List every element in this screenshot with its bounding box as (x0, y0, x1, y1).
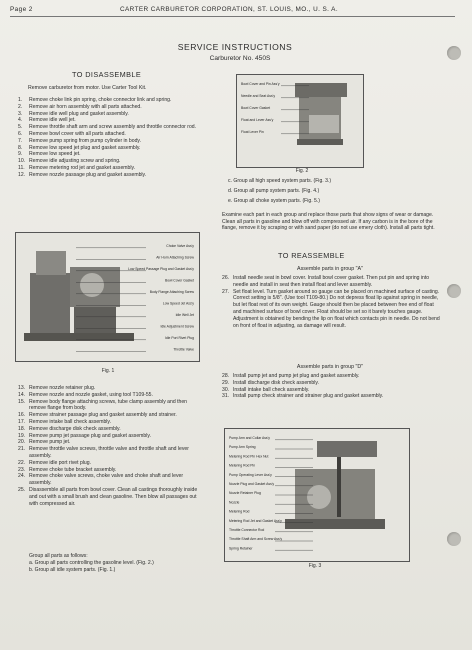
figure-3-caption: Fig. 3 (308, 563, 322, 569)
step-item (18, 138, 200, 145)
step-item (18, 419, 200, 426)
step-text: Remove choke link pin spring, choke connector link and spring. (29, 97, 172, 103)
header-rule (10, 16, 455, 17)
group-a: a. Group all parts controlling the gasoline level. (Fig. 2.) (29, 560, 154, 566)
step-item (222, 373, 440, 380)
figure-label: Throttle Shaft Arm and Screw Ass'y (229, 537, 283, 542)
figure-2 (236, 74, 364, 168)
step-number: 30. (222, 386, 230, 393)
step-text: Remove intake ball check assembly. (29, 418, 112, 425)
step-text: Remove strainer passage plug and gasket assembly and strainer. (29, 412, 177, 419)
step-number: 11. (18, 164, 25, 171)
punch-hole-2 (447, 284, 461, 298)
step-number: 9. (18, 151, 23, 158)
figure-label: Idle Port Rivet Plug (164, 336, 194, 340)
punch-hole-1 (447, 46, 461, 60)
step-number: 31. (222, 393, 230, 400)
disassemble-intro: Remove carburetor from motor. Use Carter Tool Kit. (28, 85, 147, 91)
page-subtitle: Carburetor No. 450S (209, 55, 271, 62)
figure-label: Idle Adjustment Screw (160, 324, 194, 329)
figure-label: Metering Rod Pin (229, 463, 256, 468)
figure-label: Idle Well Jet (175, 313, 194, 317)
step-text: Remove nozzle retainer plug. (29, 385, 96, 391)
group-intro: Group all parts as follows: (29, 553, 88, 559)
disassemble-steps-2 (18, 385, 200, 507)
figure-label: Body Flange Attaching Screw (149, 290, 194, 294)
figure-label: Needle and Seat Ass'y (241, 94, 276, 98)
step-item (18, 385, 200, 392)
step-item (18, 124, 200, 131)
step-number: 19. (18, 432, 26, 439)
step-item (18, 172, 200, 179)
step-number: 27. (222, 288, 230, 295)
group-e: e. Group all choke system parts. (Fig. 5.) (228, 198, 321, 204)
step-text: Remove idle well plug and gasket assembly. (29, 110, 129, 117)
figure-label: Air Horn Attaching Screw (156, 255, 194, 260)
step-number: 18. (18, 425, 26, 432)
step-number: 16. (18, 412, 26, 419)
step-number: 8. (18, 144, 23, 151)
step-item (18, 433, 200, 440)
examine-paragraph: Examine each part in each group and replace those parts that show signs of wear or damage. Clean all parts in gasoline and blow off with compressed air. If any carbon is in the bore of the flange, remove it by scraping or with sand paper (do not use emery cloth). Install all parts tight. (222, 212, 435, 232)
step-item (222, 289, 440, 330)
figure-1-caption: Fig. 1 (101, 368, 115, 374)
step-number: 21. (18, 446, 26, 453)
step-number: 7. (18, 137, 23, 144)
step-item (18, 158, 200, 165)
figure-label: Pump Arm and Collar Ass'y (229, 436, 270, 440)
step-number: 29. (222, 379, 230, 386)
step-number: 3. (18, 110, 23, 117)
step-text: Remove nozzle passage plug and gasket assembly. (29, 171, 147, 178)
step-number: 26. (222, 275, 230, 281)
reassemble-heading: TO REASSEMBLE (278, 251, 345, 260)
figure-label: Metering Rod Jet and Gasket Ass'y (229, 518, 282, 523)
step-number: 25. (18, 486, 26, 493)
step-item (18, 412, 200, 419)
step-text: Install pump check strainer and strainer plug and gasket assembly. (233, 393, 384, 400)
step-text: Remove choke tube bracket assembly. (29, 466, 117, 473)
step-number: 13. (18, 385, 26, 391)
step-item (18, 104, 200, 111)
step-item (18, 439, 200, 446)
step-item (18, 392, 200, 399)
figure-label: Nozzle Retainer Plug (229, 491, 261, 496)
step-text: Remove throttle shaft arm and screw assembly and throttle connector rod. (29, 124, 197, 131)
step-text: Install needle seat in bowl cover. Install bowl cover gasket. Then put pin and spring into needle and install in seat then install float and lever assembly. (233, 275, 430, 288)
figure-label: Bowl Cover and Pin Ass'y (241, 82, 280, 86)
step-item (18, 117, 200, 124)
step-text: Remove throttle valve screws, throttle valve and throttle shaft and lever assembly. (29, 446, 189, 459)
figure-label: Bowl Cover Gasket (241, 106, 271, 110)
step-item (18, 426, 200, 433)
step-text: Install intake ball check assembly. (233, 386, 310, 393)
step-item (222, 275, 440, 289)
figure-label: Float and Lever Ass'y (241, 118, 274, 122)
step-text: Remove idle well jet. (29, 117, 76, 124)
figure-label: Throttle Connector Rod (229, 528, 265, 532)
step-number: 5. (18, 124, 23, 131)
step-text: Remove idle port rivet plug. (29, 459, 92, 466)
high-speed-system-diagram (225, 429, 409, 561)
step-number: 24. (18, 473, 26, 480)
punch-hole-3 (447, 532, 461, 546)
disassemble-steps-1 (18, 97, 200, 179)
step-number: 17. (18, 418, 26, 425)
group-d-heading: Assemble parts in group "D" (296, 364, 364, 370)
figure-label: Nozzle (229, 500, 240, 505)
figure-2-caption: Fig. 2 (295, 168, 309, 174)
company-name: CARTER CARBURETOR CORPORATION, ST. LOUIS, MO., U. S. A. (120, 6, 339, 13)
reassemble-steps-d (222, 373, 440, 400)
step-item (18, 151, 200, 158)
step-item (222, 393, 440, 400)
step-text: Remove pump jet. (29, 439, 71, 446)
step-text: Disassemble all parts from bowl cover. Clean all castings thoroughly inside and out with a small brush and clean gasoline. Then blow all passages out with compressed air. (29, 486, 198, 507)
figure-3 (224, 428, 410, 562)
bowl-cover-diagram (237, 75, 363, 167)
step-number: 10. (18, 158, 26, 165)
step-item (222, 380, 440, 387)
step-text: Remove pump spring from pump cylinder in body. (29, 137, 142, 144)
step-text: Remove idle adjusting screw and spring. (29, 158, 121, 165)
step-number: 22. (18, 459, 26, 466)
step-text: Remove low speed jet plug and gasket assembly. (29, 144, 141, 151)
figure-label: Spring Retainer (229, 546, 253, 551)
step-text: Remove air horn assembly with all parts attached. (29, 103, 142, 110)
figure-1 (15, 232, 200, 362)
figure-label: Choke Valve Ass'y (166, 244, 194, 248)
step-text: Remove pump jet passage plug and gasket assembly. (29, 432, 151, 439)
step-item (18, 446, 200, 460)
page-number: Page 2 (10, 6, 33, 13)
figure-label: Bowl Cover Gasket (164, 278, 194, 283)
figure-label: Metering Rod Pin Hex Nut (229, 454, 269, 459)
step-number: 14. (18, 391, 26, 398)
step-item (18, 467, 200, 474)
step-item (18, 473, 200, 487)
figure-label: Pump Operating Lever Ass'y (229, 472, 272, 477)
step-item (18, 131, 200, 138)
step-text: Set float level. Turn gasket around so gauge can be placed on machined surface of casting. Correct setting is 5/8". (Use tool T109-80.) Do not depress float lip against spring in needle, but let float rest of its own weight. Gauge should then be placed between free end of float and machined surface of bowl cover. Float should be set so it barely touches gauge. Adjustment is obtained by bending the lip on float which contacts pin in needle. Do not bend on front of float in adjusting, as damage will result. (233, 288, 440, 329)
carburetor-diagram-1 (16, 233, 199, 361)
step-text: Install discharge disk check assembly. (233, 379, 319, 386)
step-number: 6. (18, 130, 23, 137)
page-title: SERVICE INSTRUCTIONS (177, 42, 293, 52)
step-text: Remove body flange attaching screws, tube clamp assembly and then remove flange from body. (29, 398, 187, 412)
figure-label: Throttle Valve (173, 347, 194, 352)
reassemble-steps-a (222, 275, 440, 329)
figure-label: Nozzle Plug and Gasket Ass'y (229, 482, 275, 486)
figure-label: Float Lever Pin (241, 130, 264, 134)
step-item (18, 460, 200, 467)
step-number: 2. (18, 103, 23, 110)
step-item (18, 145, 200, 152)
step-number: 12. (18, 171, 26, 178)
step-item (18, 97, 200, 104)
step-number: 20. (18, 439, 26, 446)
step-item (18, 111, 200, 118)
figure-label: Metering Rod (229, 509, 250, 514)
disassemble-heading: TO DISASSEMBLE (72, 70, 142, 79)
step-item (18, 165, 200, 172)
step-number: 15. (18, 398, 26, 405)
group-d: d. Group all pump system parts. (Fig. 4.) (228, 188, 320, 194)
step-text: Remove low speed jet. (29, 151, 81, 158)
step-number: 23. (18, 466, 26, 473)
group-b: b. Group all idle system parts. (Fig. 1.) (29, 567, 116, 573)
step-text: Remove discharge disk check assembly. (29, 425, 121, 432)
step-text: Remove metering rod jet and gasket assembly. (29, 164, 136, 171)
step-text: Remove nozzle and nozzle gasket, using tool T109-55. (29, 391, 153, 398)
step-text: Remove choke valve screws, choke valve and choke shaft and lever assembly. (29, 473, 184, 487)
group-a-heading: Assemble parts in group "A" (297, 266, 363, 272)
step-item (18, 399, 200, 413)
group-c: c. Group all high speed system parts. (Fig. 3.) (228, 178, 332, 184)
step-item (18, 487, 200, 507)
step-text: Remove bowl cover with all parts attached. (29, 130, 126, 137)
step-text: Install pump jet and pump jet plug and gasket assembly. (233, 373, 360, 379)
step-number: 28. (222, 373, 230, 379)
figure-label: Low Speed Jet Ass'y (162, 301, 194, 306)
step-number: 1. (18, 97, 23, 103)
step-number: 4. (18, 117, 23, 124)
step-item (222, 387, 440, 394)
figure-label: Low Speed Passage Plug and Gasket Ass'y (128, 267, 194, 271)
figure-label: Pump Arm Spring (229, 445, 256, 450)
